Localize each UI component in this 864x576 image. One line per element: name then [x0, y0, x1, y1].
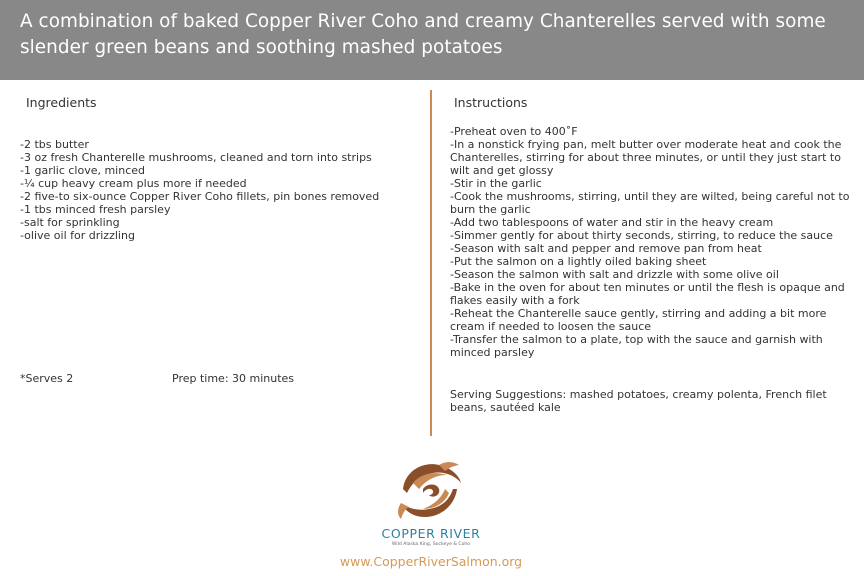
ingredient-item: -1 tbs minced fresh parsley	[20, 203, 171, 216]
ingredient-item: -salt for sprinkling	[20, 216, 120, 229]
instruction-step: -Season with salt and pepper and remove pan from heat	[450, 242, 762, 255]
ingredients-list	[20, 138, 420, 242]
instruction-step: -Preheat oven to 400˚F	[450, 125, 578, 138]
ingredient-item: -2 tbs butter	[20, 138, 89, 151]
serving-suggestions: Serving Suggestions: mashed potatoes, creamy polenta, French filet beans, sautéed kale	[450, 388, 827, 414]
ingredients-heading: Ingredients	[26, 95, 97, 110]
prep-time: Prep time: 30 minutes	[172, 372, 295, 385]
instruction-step: -Transfer the salmon to a plate, top with the sauce and garnish with minced parsley	[450, 333, 823, 359]
instruction-step: -Stir in the garlic	[450, 177, 542, 190]
ingredient-item: -1 garlic clove, minced	[20, 164, 146, 177]
column-divider	[430, 90, 432, 436]
instruction-step: -Cook the mushrooms, stirring, until they are wilted, being careful not to burn the garlic	[450, 190, 850, 216]
instruction-step: -Season the salmon with salt and drizzle with some olive oil	[450, 268, 779, 281]
brand-tagline: Wild Alaska King, Sockeye & Coho	[391, 542, 471, 547]
instruction-step: -Put the salmon on a lightly oiled baking sheet	[450, 255, 707, 268]
serves-note: *Serves 2	[20, 372, 74, 385]
instruction-step: -Simmer gently for about thirty seconds, stirring, to reduce the sauce	[450, 229, 833, 242]
brand-name: COPPER RIVER	[381, 526, 481, 541]
header-band	[0, 0, 864, 80]
instruction-step: -In a nonstick frying pan, melt butter over moderate heat and cook the Chanterelles, stirring for about three minutes, or until they just start to wilt and get glossy	[450, 138, 842, 177]
instruction-step: -Bake in the oven for about ten minutes or until the flesh is opaque and flakes easily with a fork	[450, 281, 845, 307]
ingredient-item: -2 five-to six-ounce Copper River Coho fillets, pin bones removed	[20, 190, 380, 203]
ingredient-item: -olive oil for drizzling	[20, 229, 135, 242]
recipe-title: A combination of baked Copper River Coho and creamy Chanterelles served with some slender green beans and soothing mashed potatoes	[20, 11, 826, 58]
instructions-heading: Instructions	[454, 95, 528, 110]
brand-website-link[interactable]: www.CopperRiverSalmon.org	[339, 554, 523, 569]
instruction-step: -Add two tablespoons of water and stir in the heavy cream	[450, 216, 774, 229]
copper-river-salmon-logo-icon	[393, 459, 469, 523]
ingredient-item: -3 oz fresh Chanterelle mushrooms, cleaned and torn into strips	[20, 151, 372, 164]
ingredient-item: -¼ cup heavy cream plus more if needed	[20, 177, 247, 190]
instruction-step: -Reheat the Chanterelle sauce gently, stirring and adding a bit more cream if needed to loosen the sauce	[450, 307, 827, 333]
instructions-list	[450, 125, 855, 359]
